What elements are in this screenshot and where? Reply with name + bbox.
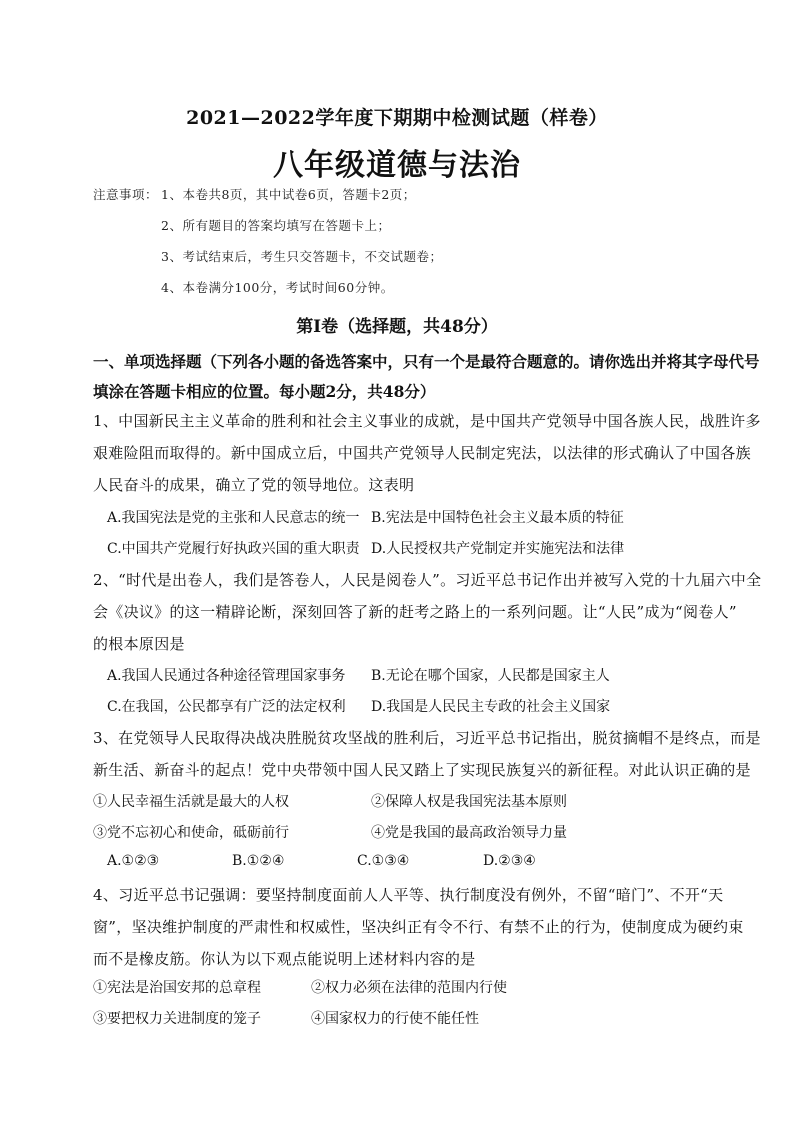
q2-text: 2、“时代是出卷人，我们是答卷人，人民是阅卷人”。习近平总书记作出并被写入党的十九届六中全 xyxy=(93,571,762,589)
q2-option-a: A.我国人民通过各种途径管理国家事务 xyxy=(107,668,346,684)
q4-text: 窗”，坚决维护制度的严肃性和权威性，坚决纠正有令不行、有禁不止的行为，使制度成为硬约束 xyxy=(93,918,744,936)
note-item: 3、考试结束后，考生只交答题卡，不交试题卷； xyxy=(161,249,443,264)
q3-option-d: D.②③④ xyxy=(483,853,536,869)
q2-text: 会《决议》的这一精辟论断，深刻回答了新的赶考之路上的一系列问题。让“人民”成为“阅卷人” xyxy=(93,603,737,621)
q4-statement: ①宪法是治国安邦的总章程 xyxy=(93,980,261,996)
q3-text: 3、在党领导人民取得决战决胜脱贫攻坚战的胜利后，习近平总书记指出，脱贫摘帽不是终点，而是 xyxy=(93,729,761,747)
q3-option-b: B.①②④ xyxy=(232,853,285,869)
q2-option-b: B.无论在哪个国家，人民都是国家主人 xyxy=(371,668,610,684)
q1-option-d: D.人民授权共产党制定并实施宪法和法律 xyxy=(371,541,625,557)
q1-text: 1、中国新民主主义革命的胜利和社会主义事业的成就，是中国共产党领导中国各族人民，战胜许多 xyxy=(93,412,761,430)
q3-statement: ④党是我国的最高政治领导力量 xyxy=(371,825,567,841)
q2-option-d: D.我国是人民民主专政的社会主义国家 xyxy=(371,699,611,715)
q4-text: 而不是橡皮筋。你认为以下观点能说明上述材料内容的是 xyxy=(93,950,476,968)
q2-text: 的根本原因是 xyxy=(93,635,185,653)
q3-option-a: A.①②③ xyxy=(107,853,160,869)
q4-statement: ②权力必须在法律的范围内行使 xyxy=(311,980,507,996)
q1-option-b: B.宪法是中国特色社会主义最本质的特征 xyxy=(371,510,624,526)
section-heading: 一、单项选择题（下列各小题的备选答案中，只有一个是最符合题意的。请你选出并将其字母代号 xyxy=(93,352,760,371)
notes-label: 注意事项： xyxy=(93,187,159,202)
q3-statement: ③党不忘初心和使命，砥砺前行 xyxy=(93,825,289,841)
q1-text: 人民奋斗的成果，确立了党的领导地位。这表明 xyxy=(93,476,415,494)
volume-heading: 第Ⅰ卷（选择题，共48分） xyxy=(296,317,498,337)
q3-statement: ①人民幸福生活就是最大的人权 xyxy=(93,794,289,810)
q2-option-c: C.在我国，公民都享有广泛的法定权利 xyxy=(107,699,346,715)
note-item: 1、本卷共8页，其中试卷6页，答题卡2页； xyxy=(161,187,416,202)
section-heading-cont: 填涂在答题卡相应的位置。每小题2分，共48分） xyxy=(93,382,436,401)
exam-subject: 八年级道德与法治 xyxy=(273,148,521,183)
q1-text: 艰难险阻而取得的。新中国成立后，中国共产党领导人民制定宪法，以法律的形式确认了中国各族 xyxy=(93,444,751,462)
note-item: 2、所有题目的答案均填写在答题卡上； xyxy=(161,218,391,233)
q1-option-c: C.中国共产党履行好执政兴国的重大职责 xyxy=(107,541,360,557)
note-item: 4、本卷满分100分，考试时间60分钟。 xyxy=(161,280,394,295)
q1-option-a: A.我国宪法是党的主张和人民意志的统一 xyxy=(107,510,360,526)
q3-option-c: C.①③④ xyxy=(357,853,410,869)
q4-statement: ④国家权力的行使不能任性 xyxy=(311,1011,479,1027)
q3-statement: ②保障人权是我国宪法基本原则 xyxy=(371,794,567,810)
q3-text: 新生活、新奋斗的起点！党中央带领中国人民又踏上了实现民族复兴的新征程。对此认识正确的是 xyxy=(93,761,751,779)
q4-text: 4、习近平总书记强调：要坚持制度面前人人平等、执行制度没有例外，不留“暗门”、不开“天 xyxy=(93,886,724,904)
exam-title: 2021—2022学年度下期期中检测试题（样卷） xyxy=(186,107,608,129)
q4-statement: ③要把权力关进制度的笼子 xyxy=(93,1011,261,1027)
